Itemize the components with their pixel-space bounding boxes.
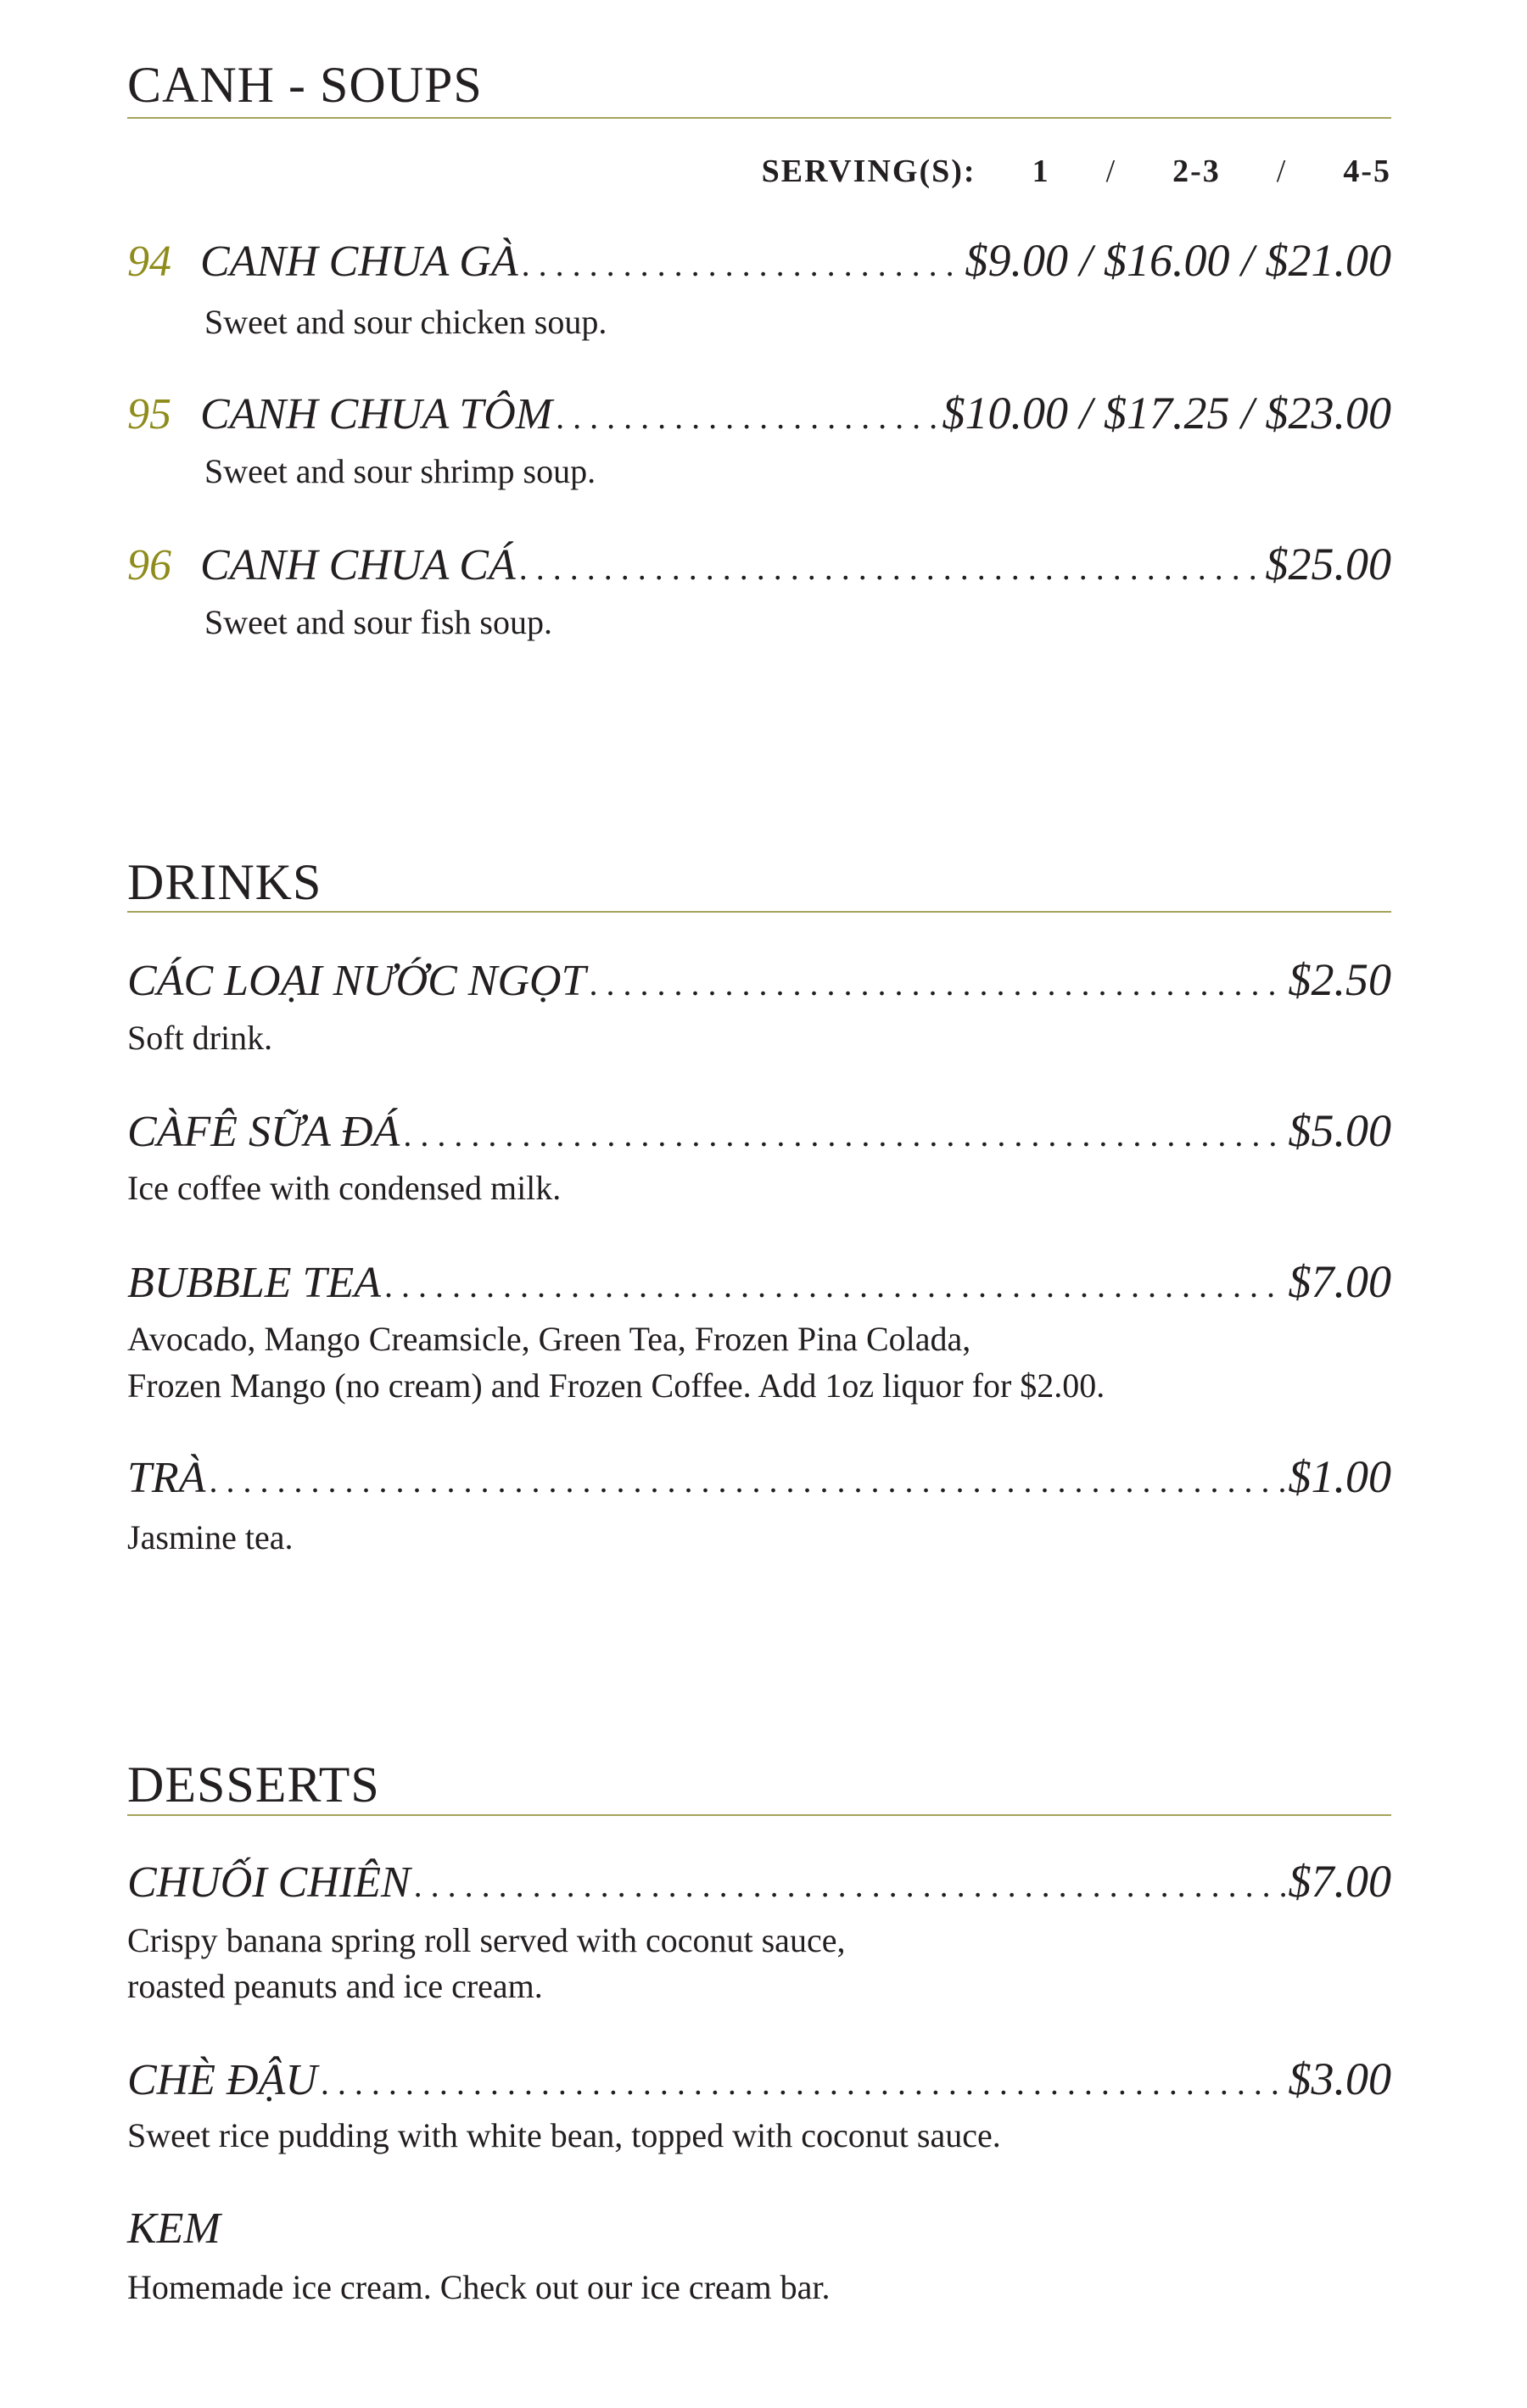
dot-leader — [590, 967, 1285, 1001]
menu-item — [127, 237, 1391, 284]
item-description: Frozen Mango (no cream) and Frozen Coffee. Add 1oz liquor for $2.00. — [127, 1366, 1105, 1405]
item-name: CÁC LOẠI NƯỚC NGỌT — [127, 957, 586, 1005]
section-title-soups: CANH - SOUPS — [127, 57, 483, 113]
item-price: $2.50 — [1288, 954, 1391, 1005]
serving-label: SERVING(S): — [761, 154, 976, 189]
item-price: $10.00 / $17.25 / $23.00 — [942, 388, 1391, 439]
item-description: Sweet rice pudding with white bean, topped with coconut sauce. — [127, 2116, 1001, 2154]
item-description: Jasmine tea. — [127, 1518, 294, 1556]
menu-item — [127, 1858, 1391, 1905]
item-description: Crispy banana spring roll served with coconut sauce, — [127, 1921, 846, 1959]
item-name: CÀFÊ SỮA ĐÁ — [127, 1108, 400, 1156]
serving-size: 2-3 — [1172, 154, 1221, 189]
dot-leader — [403, 1118, 1284, 1152]
item-price: $1.00 — [1288, 1451, 1391, 1502]
item-name: CHUỐI CHIÊN — [127, 1858, 411, 1907]
item-price: $7.00 — [1288, 1256, 1391, 1307]
item-name: CANH CHUA CÁ — [200, 541, 516, 589]
item-name: TRÀ — [127, 1454, 206, 1502]
serving-size: 4-5 — [1343, 154, 1391, 189]
item-description: Sweet and sour fish soup. — [204, 603, 552, 641]
menu-item — [127, 1105, 1391, 1156]
serving-size: 1 — [1032, 154, 1050, 189]
item-price: $5.00 — [1288, 1105, 1391, 1156]
item-name: CHÈ ĐẬU — [127, 2056, 317, 2104]
item-price: $3.00 — [1288, 2053, 1391, 2104]
menu-item — [127, 390, 1391, 437]
menu-item — [127, 2204, 1391, 2253]
menu-item — [127, 541, 1391, 588]
section-divider — [127, 117, 1391, 119]
section-divider — [127, 1814, 1391, 1816]
item-number: 95 — [127, 390, 171, 439]
item-price: $25.00 — [1265, 539, 1391, 589]
menu-item — [127, 2053, 1391, 2104]
dot-leader — [384, 1269, 1285, 1303]
dot-leader — [556, 400, 938, 434]
item-number: 94 — [127, 237, 171, 286]
item-description: Sweet and sour chicken soup. — [204, 303, 607, 341]
separator: / — [1276, 154, 1288, 189]
menu-item — [127, 1256, 1391, 1307]
item-description: Soft drink. — [127, 1019, 273, 1057]
item-description: roasted peanuts and ice cream. — [127, 1967, 543, 2005]
item-name: CANH CHUA GÀ — [200, 237, 518, 286]
item-description: Avocado, Mango Creamsicle, Green Tea, Frozen Pina Colada, — [127, 1320, 971, 1358]
menu-item — [127, 1451, 1391, 1502]
section-divider — [127, 911, 1391, 913]
section-title-desserts: DESSERTS — [127, 1757, 380, 1813]
item-description: Homemade ice cream. Check out our ice cream bar. — [127, 2268, 831, 2306]
item-number: 96 — [127, 541, 171, 589]
menu-item — [127, 954, 1391, 1005]
separator: / — [1105, 154, 1117, 189]
serving-header — [762, 153, 1391, 190]
item-name: KEM — [127, 2204, 221, 2253]
item-description: Sweet and sour shrimp soup. — [204, 452, 596, 490]
section-title-drinks: DRINKS — [127, 854, 322, 910]
dot-leader — [414, 1869, 1285, 1902]
item-name: CANH CHUA TÔM — [200, 390, 553, 439]
item-name: BUBBLE TEA — [127, 1259, 381, 1307]
item-description: Ice coffee with condensed milk. — [127, 1169, 562, 1207]
item-price: $7.00 — [1288, 1856, 1391, 1907]
dot-leader — [522, 248, 962, 282]
dot-leader — [519, 551, 1262, 585]
item-price: $9.00 / $16.00 / $21.00 — [965, 235, 1391, 286]
dot-leader — [209, 1464, 1284, 1498]
dot-leader — [321, 2066, 1285, 2100]
